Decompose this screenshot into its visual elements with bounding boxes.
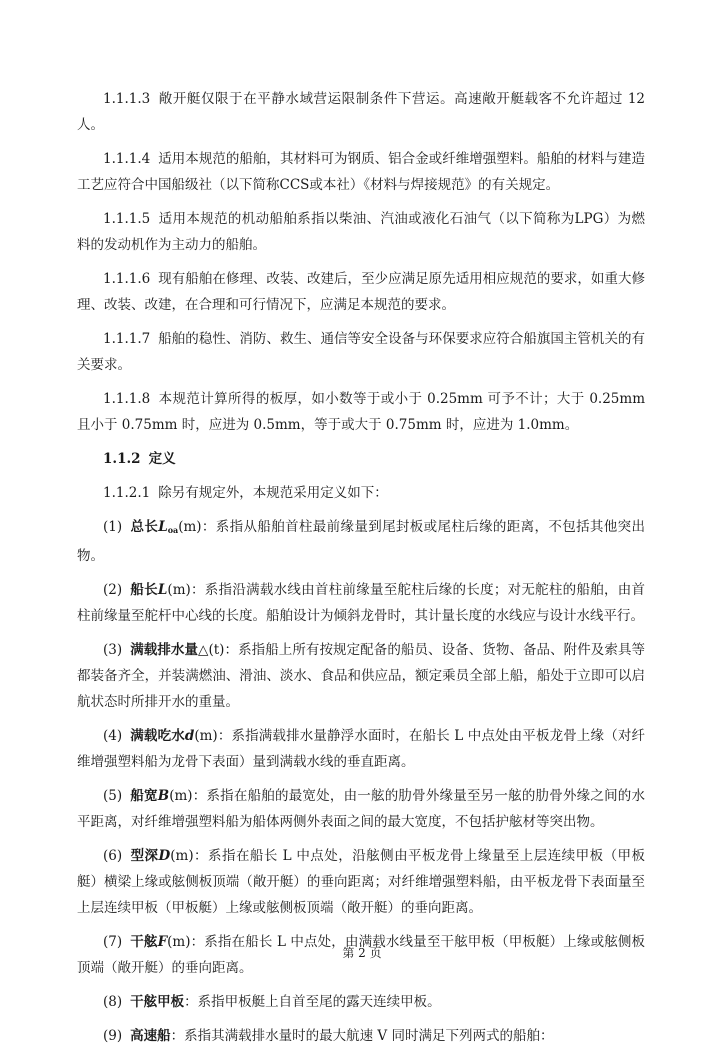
definition-number: (7) <box>103 934 123 950</box>
definition-number: (3) <box>103 642 123 658</box>
definition-symbol: d <box>184 728 195 744</box>
paragraph-1-1-1-3 <box>77 86 645 138</box>
definition-number: (2) <box>103 582 123 598</box>
definition-symbol: L <box>158 519 168 535</box>
paragraph-1-1-1-4 <box>77 146 645 198</box>
clause-number: 1.1.1.5 <box>103 211 151 227</box>
definition-number: (8) <box>103 994 123 1010</box>
definition-number: (1) <box>103 519 123 535</box>
definition-unit: (m) <box>170 848 194 864</box>
definition-term: 高速船 <box>130 1028 171 1044</box>
paragraph-1-1-1-7 <box>77 326 645 378</box>
definition-symbol: D <box>158 848 171 864</box>
section-number: 1.1.2 <box>103 451 141 467</box>
definition-text: ：系指船上所有按规定配备的船员、设备、货物、备品、附件及索具等都装备齐全，并装满燃油、滑油、淡水、食品和供应品，额定乘员全部上船，船处于立即可以启航状态时所排开水的重量。 <box>77 642 646 710</box>
definition-unit: (t) <box>208 642 225 658</box>
definition-6 <box>77 843 645 921</box>
definition-subscript: oa <box>167 525 179 535</box>
definition-text: ：系指在船长 L 中点处，由满载水线量至干舷甲板（甲板艇）上缘或舷侧板顶端（敞开艇）的垂向距离。 <box>77 934 645 976</box>
clause-number: 1.1.1.3 <box>103 91 151 107</box>
definition-term: 船宽 <box>130 788 158 804</box>
definition-unit: (m) <box>169 788 193 804</box>
clause-number: 1.1.2.1 <box>103 485 151 501</box>
clause-text: 船舶的稳性、消防、救生、通信等安全设备与环保要求应符合船旗国主管机关的有关要求。 <box>77 331 645 373</box>
clause-number: 1.1.1.8 <box>103 391 151 407</box>
page-number: 第 2 页 <box>342 946 382 960</box>
definition-text: ：系指甲板艇上自首至尾的露天连续甲板。 <box>184 994 441 1010</box>
definition-2 <box>77 577 645 629</box>
definition-symbol: F <box>157 934 168 950</box>
page-content <box>77 86 645 1057</box>
section-heading <box>77 446 645 472</box>
paragraph-1-1-2-1 <box>77 480 645 506</box>
definition-unit: (m) <box>194 728 218 744</box>
definition-4 <box>77 723 645 775</box>
definition-symbol: B <box>157 788 170 804</box>
definition-term: 型深 <box>130 848 159 864</box>
clause-number: 1.1.1.7 <box>103 331 151 347</box>
clause-number: 1.1.1.6 <box>103 271 151 287</box>
paragraph-1-1-1-6 <box>77 266 645 318</box>
clause-number: 1.1.1.4 <box>103 151 151 167</box>
section-title: 定义 <box>148 451 176 467</box>
definition-1 <box>77 514 645 569</box>
clause-text: 现有船舶在修理、改装、改建后，至少应满足原先适用相应规范的要求，如重大修理、改装、改建，在合理和可行情况下，应满足本规范的要求。 <box>77 271 645 313</box>
paragraph-1-1-1-8 <box>77 386 645 438</box>
clause-text: 适用本规范的机动船舶系指以柴油、汽油或液化石油气（以下简称为LPG）为燃料的发动机作为主动力的船舶。 <box>77 211 645 253</box>
paragraph-1-1-1-5 <box>77 206 645 258</box>
clause-text: 本规范计算所得的板厚，如小数等于或小于 0.25mm 可予不计；大于 0.25mm 且小于 0.75mm 时，应进为 0.5mm，等于或大于 0.75mm 时，应进为 1.0mm。 <box>77 391 645 433</box>
definition-symbol: L <box>157 582 168 598</box>
definition-unit: (m) <box>167 934 191 950</box>
definition-text: ：系指从船舶首柱最前缘量到尾封板或尾柱后缘的距离，不包括其他突出物。 <box>77 519 646 564</box>
definition-8 <box>77 989 645 1015</box>
definition-3 <box>77 637 645 715</box>
definition-5 <box>77 783 645 835</box>
definition-text: ：系指满载排水量静浮水面时，在船长 L 中点处由平板龙骨上缘（对纤维增强塑料船为龙骨下表面）量到满载水线的垂直距离。 <box>77 728 646 770</box>
definition-unit: (m) <box>167 582 191 598</box>
clause-text: 除另有规定外，本规范采用定义如下： <box>158 485 388 501</box>
clause-text: 敞开艇仅限于在平静水域营运限制条件下营运。高速敞开艇载客不允许超过 12 人。 <box>77 91 645 133</box>
clause-text: 适用本规范的船舶，其材料可为钢质、铝合金或纤维增强塑料。船舶的材料与建造工艺应符合中国船级社（以下简称CCS或本社）《材料与焊接规范》的有关规定。 <box>77 151 645 193</box>
definition-text: ：系指沿满载水线由首柱前缘量至舵柱后缘的长度；对无舵柱的船舶，由首柱前缘量至舵杆中心线的长度。船舶设计为倾斜龙骨时，其计量长度的水线应与设计水线平行。 <box>77 582 646 624</box>
definition-term: 满载排水量△ <box>130 642 209 658</box>
definition-number: (6) <box>103 848 123 864</box>
definition-term: 总长 <box>130 519 159 535</box>
definition-term: 干舷甲板 <box>130 994 185 1010</box>
definition-text: ：系指在船长 L 中点处，沿舷侧由平板龙骨上缘量至上层连续甲板（甲板艇）横梁上缘或舷侧板顶端（敞开艇）的垂向距离；对纤维增强塑料船，由平板龙骨下表面量至上层连续甲板（甲板艇）上缘或舷侧板顶端（敞开艇）的垂向距离。 <box>77 848 646 916</box>
definition-term: 干舷 <box>130 934 158 950</box>
definition-term: 船长 <box>130 582 158 598</box>
definition-term: 满载吃水 <box>130 728 185 744</box>
definition-number: (9) <box>103 1028 123 1044</box>
definition-unit: (m) <box>178 519 202 535</box>
definition-number: (4) <box>103 728 123 744</box>
definition-text: ：系指在船舶的最宽处，由一舷的肋骨外缘量至另一舷的肋骨外缘之间的水平距离，对纤维增强塑料船为船体两侧外表面之间的最大宽度，不包括护舷材等突出物。 <box>77 788 646 830</box>
definition-9 <box>77 1023 645 1049</box>
definition-number: (5) <box>103 788 123 804</box>
definition-text: ：系指其满载排水量时的最大航速 V 同时满足下列两式的船舶： <box>170 1028 554 1044</box>
